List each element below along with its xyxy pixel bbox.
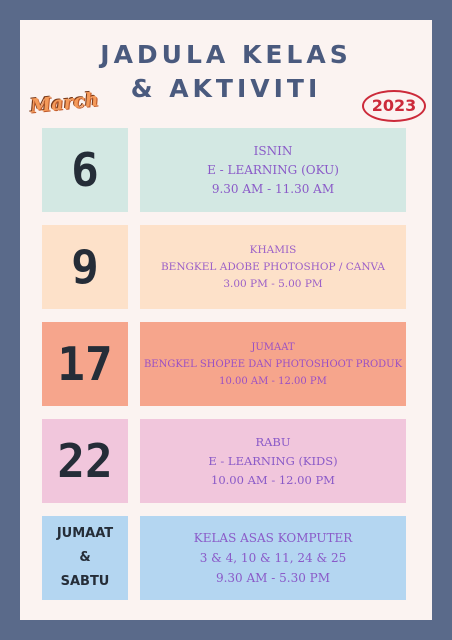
activity-title: KELAS ASAS KOMPUTER bbox=[193, 531, 353, 545]
date-number: 6 bbox=[71, 143, 99, 197]
date-box-weekend bbox=[42, 516, 128, 600]
activity-day: RABU bbox=[255, 434, 291, 449]
date-box-6 bbox=[42, 128, 128, 212]
date-day-2: SABTU bbox=[60, 574, 110, 589]
activity-title: BENGKEL ADOBE PHOTOSHOP / CANVA bbox=[160, 260, 386, 273]
schedule-poster bbox=[20, 20, 432, 620]
activity-card-17 bbox=[140, 322, 406, 406]
date-box-9 bbox=[42, 225, 128, 309]
activity-dates: 3 & 4, 10 & 11, 24 & 25 bbox=[199, 551, 347, 565]
activity-time: 9.30 AM - 5.30 PM bbox=[215, 571, 331, 585]
activity-title: BENGKEL SHOPEE DAN PHOTOSHOOT PRODUK bbox=[143, 358, 403, 370]
date-number: 9 bbox=[71, 240, 99, 294]
date-number: 17 bbox=[57, 337, 113, 391]
activity-day: KHAMIS bbox=[249, 243, 297, 256]
date-box-17 bbox=[42, 322, 128, 406]
activity-card-9 bbox=[140, 225, 406, 309]
activity-time: 10.00 AM - 12.00 PM bbox=[219, 375, 327, 387]
activity-day: JUMAAT bbox=[251, 341, 295, 353]
date-number: 22 bbox=[57, 434, 113, 488]
activity-title: E - LEARNING (KIDS) bbox=[208, 453, 338, 468]
poster-title-line2: & AKTIVITI bbox=[130, 74, 322, 103]
activity-card-22 bbox=[140, 419, 406, 503]
activity-time: 3.00 PM - 5.00 PM bbox=[223, 277, 323, 290]
activity-title: E - LEARNING (OKU) bbox=[207, 162, 339, 177]
activity-day: ISNIN bbox=[253, 143, 293, 158]
activity-card-weekend bbox=[140, 516, 406, 600]
month-label: March bbox=[29, 88, 100, 118]
date-box-22 bbox=[42, 419, 128, 503]
activity-time: 10.00 AM - 12.00 PM bbox=[211, 472, 335, 487]
activity-time: 9.30 AM - 11.30 AM bbox=[211, 181, 335, 196]
year-badge: 2023 bbox=[362, 90, 426, 122]
activity-card-6 bbox=[140, 128, 406, 212]
poster-title-line1: JADULA KELAS bbox=[100, 40, 352, 69]
date-day-1: JUMAAT bbox=[56, 526, 114, 541]
date-ampersand: & bbox=[79, 550, 91, 565]
